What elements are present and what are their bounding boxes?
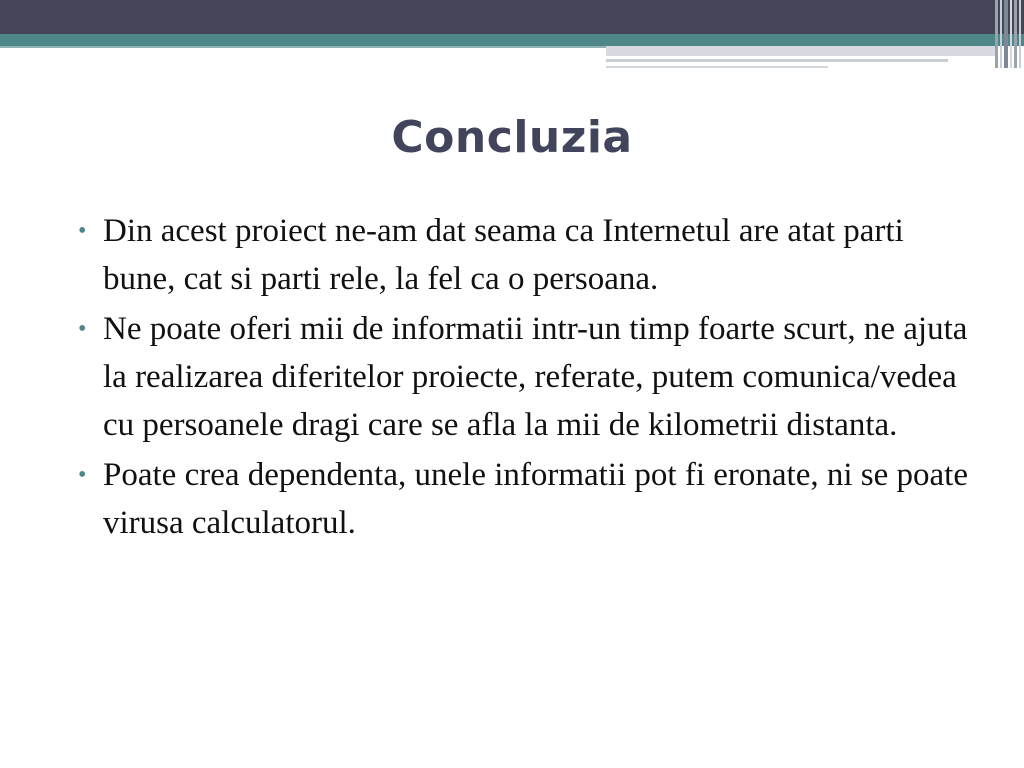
header-dark-band [0, 0, 1024, 34]
slide-title: Concluzia [391, 112, 633, 163]
header-teal-accent-line [0, 46, 606, 48]
header-teal-band [0, 34, 1024, 46]
header-gray-line [606, 66, 828, 68]
bullet-text: Din acest proiect ne-am dat seama ca Internetul are atat parti bune, cat si parti rele, la fel ca o persoana. [103, 213, 904, 297]
bullet-dot-icon: • [78, 218, 87, 244]
list-item [78, 207, 968, 303]
header-gray-line [606, 59, 948, 62]
bullet-dot-icon: • [78, 462, 87, 488]
list-item [78, 451, 968, 547]
bullet-text: Ne poate oferi mii de informatii intr-un timp foarte scurt, ne ajuta la realizarea diferitelor proiecte, referate, putem comunica/vedea cu persoanele dragi care se afla la mii de kilometrii distanta. [103, 311, 968, 443]
list-item [78, 305, 968, 449]
header-stripes-decoration [995, 0, 1024, 68]
bullet-text: Poate crea dependenta, unele informatii pot fi eronate, ni se poate virusa calculatorul. [103, 457, 968, 541]
header-gray-bar [606, 46, 996, 56]
bullet-list [78, 207, 968, 549]
bullet-dot-icon: • [78, 316, 87, 342]
